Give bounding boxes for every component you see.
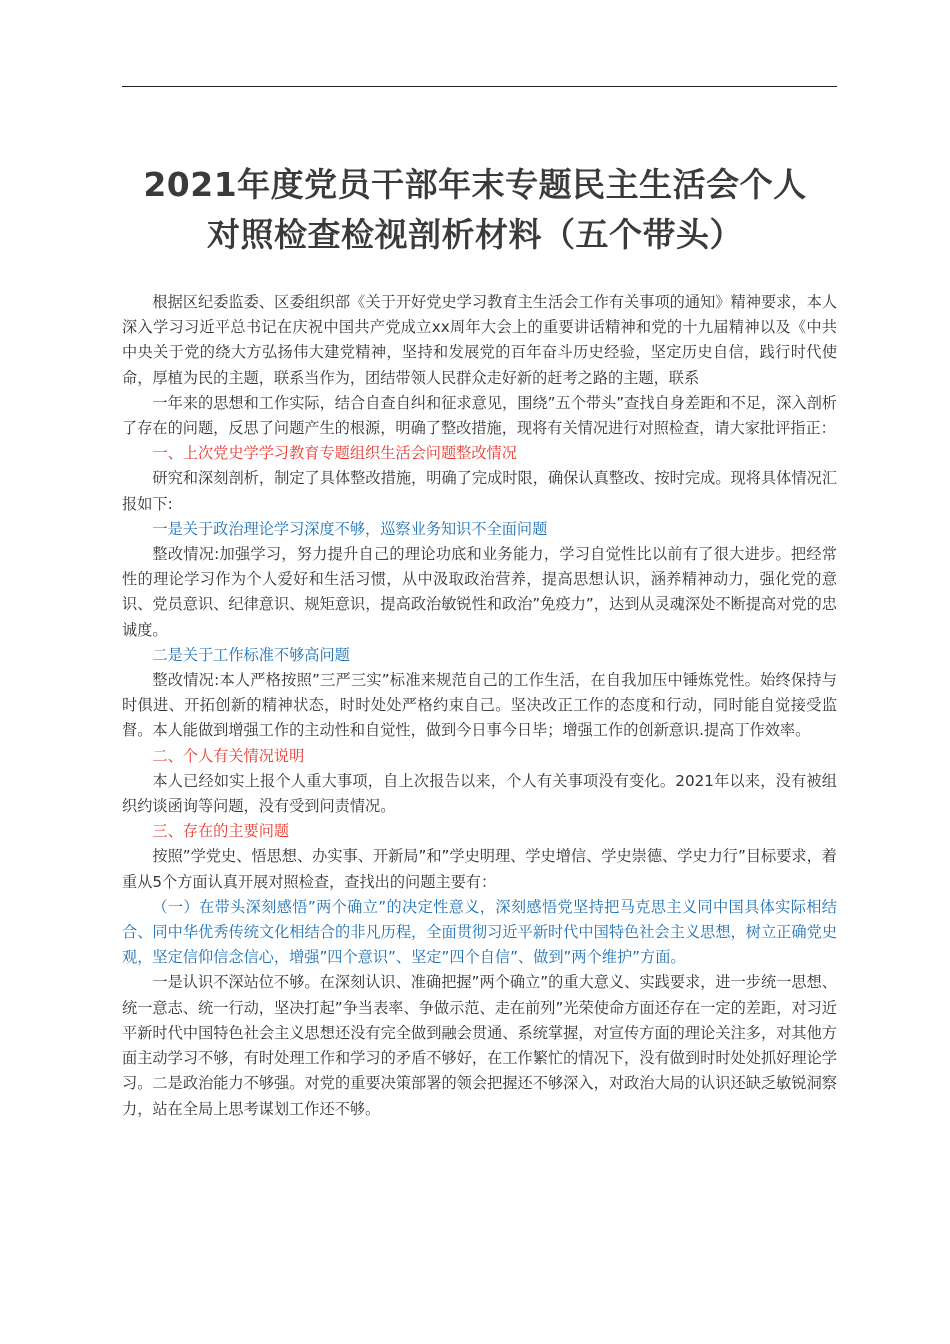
section-heading: 三、存在的主要问题 bbox=[152, 822, 290, 841]
title-line-1: 2021年度党员干部年末专题民主生活会个人 bbox=[143, 165, 807, 204]
body-paragraph: 整改情况:本人严格按照”三严三实”标准来规范自己的工作生活，在自我加压中锤炼党性。始终保持与时俱进、开拓创新的精神状态，时时处处严格约束自己。坚决改正工作的态度和行动，同时能自觉接受监督。本人能做到增强工作的主动性和自觉性，做到今日事今日毕；增强工作的创新意识.提高丁作效率。 bbox=[122, 671, 837, 740]
body-paragraph: 研究和深刻剖析，制定了具体整改措施，明确了完成时限，确保认真整改、按时完成。现将具体情况汇报如下: bbox=[122, 469, 837, 513]
body-paragraph: 按照”学党史、悟思想、办实事、开新局”和”学史明理、学史增信、学史崇德、学史力行”目标要求，着重从5个方面认真开展对照检查，查找出的问题主要有： bbox=[122, 847, 837, 891]
section-heading: 一、上次党史学学习教育专题组织生活会问题整改情况 bbox=[152, 444, 517, 463]
document-title bbox=[100, 160, 850, 260]
header-rule bbox=[122, 86, 837, 87]
subsection-heading: （一）在带头深刻感悟”两个确立”的决定性意义，深刻感悟党坚持把马克思主义同中国具体实际相结合、同中华优秀传统文化相结合的非凡历程，全面贯彻习近平新时代中国特色社会主义思想，树立正确党史观，坚定信仰信念信心，增强”四个意识”、坚定”四个自信”、做到”两个维护”方面。 bbox=[122, 897, 837, 967]
body-paragraph: 本人已经如实上报个人重大事项，自上次报告以来，个人有关事项没有变化。2021年以来，没有被组织约谈函询等问题，没有受到问责情况。 bbox=[122, 771, 837, 816]
body-paragraph: 整改情况:加强学习，努力提升自己的理论功底和业务能力，学习自觉性比以前有了很大进步。把经常性的理论学习作为个人爱好和生活习惯，从中汲取政治营养，提高思想认识，涵养精神动力，强化党的意识、党员意识、纪律意识、规矩意识，提高政治敏锐性和政治”免疫力”，达到从灵魂深处不断提高对党的忠诚度。 bbox=[122, 545, 837, 639]
subsection-heading: 一是关于政治理论学习深度不够，巡察业务知识不全面问题 bbox=[152, 519, 548, 538]
body-paragraph: 一是认识不深站位不够。在深刻认识、准确把握”两个确立”的重大意义、实践要求，进一步统一思想、统一意志、统一行动，坚决打起”争当表率、争做示范、走在前列”光荣使命方面还存在一定的差距，对习近平新时代中国特色社会主义思想还没有完全做到融会贯通、系统掌握，对宣传方面的理论关注多，对其他方面主动学习不够，有时处理工作和学习的矛盾不够好，在工作繁忙的情况下，没有做到时时处处抓好理论学习。二是政治能力不够强。对党的重要决策部署的领会把握还不够深入，对政治大局的认识还缺乏敏锐洞察力，站在全局上思考谋划工作还不够。 bbox=[122, 973, 837, 1118]
section-heading: 二、个人有关情况说明 bbox=[152, 746, 305, 765]
title-line-2: 对照检查检视剖析材料（五个带头） bbox=[207, 215, 743, 254]
document-body bbox=[122, 290, 837, 1122]
subsection-heading: 二是关于工作标准不够高问题 bbox=[152, 645, 350, 664]
body-paragraph: 根据区纪委监委、区委组织部《关于开好党史学习教育主生活会工作有关事项的通知》精神要求，本人深入学习习近平总书记在庆祝中国共产党成立xx周年大会上的重要讲话精神和党的十九届精神以及《中共中央关于党的绕大方弘扬伟大建党精神，坚持和发展党的百年奋斗历史经验，坚定历史自信，践行时代使命，厚植为民的主题，联系当作为，团结带领人民群众走好新的赶考之路的主题，联系 bbox=[122, 293, 837, 387]
body-paragraph: 一年来的思想和工作实际，结合自查自纠和征求意见，围绕”五个带头”查找自身差距和不足，深入剖析了存在的问题，反思了问题产生的根源，明确了整改措施，现将有关情况进行对照检查，请大家批评指正： bbox=[122, 393, 837, 438]
